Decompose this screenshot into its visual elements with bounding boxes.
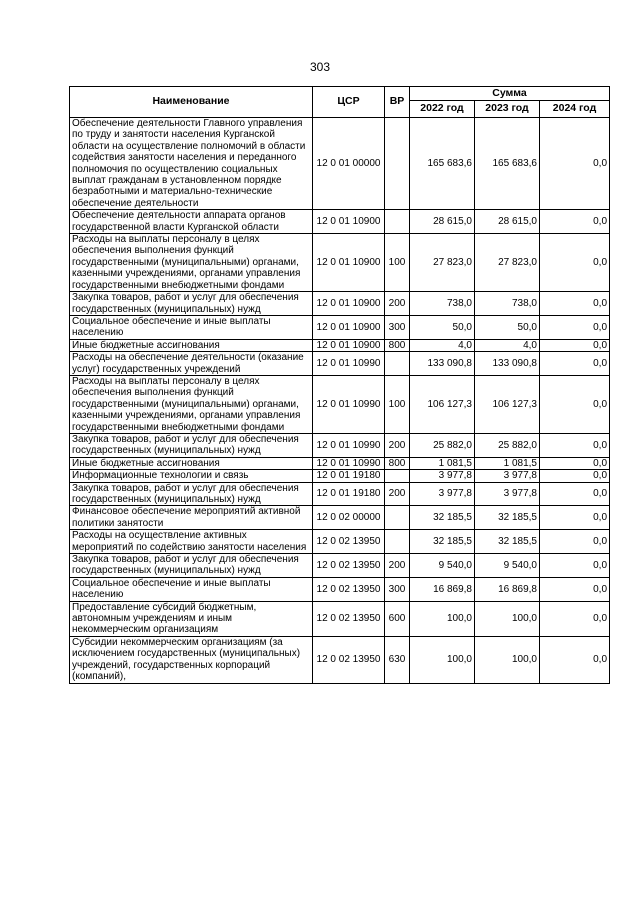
row-sum-2024: 0,0: [540, 636, 610, 683]
row-vr: 200: [385, 292, 410, 316]
row-sum-2022: 9 540,0: [410, 554, 475, 578]
page-number: 303: [309, 60, 331, 74]
row-sum-2023: 3 977,8: [475, 482, 540, 506]
table-row: [70, 554, 610, 578]
header-year-2023: 2023 год: [475, 101, 540, 118]
row-vr: 600: [385, 601, 410, 636]
row-sum-2023: 32 185,5: [475, 506, 540, 530]
row-vr: [385, 352, 410, 376]
row-vr: [385, 470, 410, 482]
row-sum-2023: 27 823,0: [475, 234, 540, 292]
row-sum-2022: 738,0: [410, 292, 475, 316]
row-vr: 100: [385, 375, 410, 433]
row-name: Закупка товаров, работ и услуг для обеспечения государственных (муниципальных) нужд: [70, 292, 313, 316]
row-name: Предоставление субсидий бюджетным, автономным учреждениям и иным некоммерческим организациям: [70, 601, 313, 636]
row-vr: 630: [385, 636, 410, 683]
row-code: 12 0 01 10900: [313, 292, 385, 316]
row-sum-2024: 0,0: [540, 601, 610, 636]
row-sum-2024: 0,0: [540, 554, 610, 578]
row-code: 12 0 02 00000: [313, 506, 385, 530]
row-name: Информационные технологии и связь: [70, 470, 313, 482]
row-code: 12 0 02 13950: [313, 601, 385, 636]
row-name: Обеспечение деятельности Главного управления по труду и занятости населения Курганской области на осуществление полномочий в области содействия занятости населения и переданного полномочия по осуществлению социальных выплат гражданам в установленном порядке безработными и материально-технические обеспечение деятельности: [70, 118, 313, 210]
row-sum-2022: 32 185,5: [410, 530, 475, 554]
row-name: Обеспечение деятельности аппарата органов государственной власти Курганской области: [70, 210, 313, 234]
table-row: [70, 530, 610, 554]
header-sum: Сумма: [410, 87, 610, 101]
row-sum-2024: 0,0: [540, 315, 610, 339]
table-row: [70, 470, 610, 482]
row-code: 12 0 01 10900: [313, 234, 385, 292]
row-sum-2023: 3 977,8: [475, 470, 540, 482]
row-code: 12 0 01 10900: [313, 210, 385, 234]
row-sum-2023: 32 185,5: [475, 530, 540, 554]
row-vr: [385, 118, 410, 210]
table-body: [70, 118, 610, 684]
row-sum-2022: 165 683,6: [410, 118, 475, 210]
row-sum-2024: 0,0: [540, 292, 610, 316]
row-sum-2023: 50,0: [475, 315, 540, 339]
row-sum-2022: 100,0: [410, 636, 475, 683]
row-name: Расходы на выплаты персоналу в целях обеспечения выполнения функций государственными (муниципальными) органами, казенными учреждениями, органами управления государственными внебюджетными фондами: [70, 234, 313, 292]
table-row: [70, 210, 610, 234]
row-sum-2022: 25 882,0: [410, 433, 475, 457]
row-sum-2023: 106 127,3: [475, 375, 540, 433]
row-sum-2022: 32 185,5: [410, 506, 475, 530]
row-name: Социальное обеспечение и иные выплаты населению: [70, 315, 313, 339]
row-sum-2022: 1 081,5: [410, 457, 475, 469]
row-name: Расходы на осуществление активных мероприятий по содействию занятости населения: [70, 530, 313, 554]
row-name: Иные бюджетные ассигнования: [70, 457, 313, 469]
row-sum-2022: 3 977,8: [410, 482, 475, 506]
row-name: Социальное обеспечение и иные выплаты населению: [70, 577, 313, 601]
row-code: 12 0 02 13950: [313, 636, 385, 683]
row-name: Расходы на выплаты персоналу в целях обеспечения выполнения функций государственными (муниципальными) органами, казенными учреждениями, органами управления государственными внебюджетными фондами: [70, 375, 313, 433]
header-year-2024: 2024 год: [540, 101, 610, 118]
row-name: Иные бюджетные ассигнования: [70, 339, 313, 351]
table-row: [70, 292, 610, 316]
table-row: [70, 375, 610, 433]
row-vr: [385, 530, 410, 554]
row-sum-2024: 0,0: [540, 339, 610, 351]
row-code: 12 0 02 13950: [313, 577, 385, 601]
row-sum-2023: 165 683,6: [475, 118, 540, 210]
row-code: 12 0 02 13950: [313, 554, 385, 578]
row-code: 12 0 02 13950: [313, 530, 385, 554]
row-code: 12 0 01 10900: [313, 315, 385, 339]
table-header: [70, 87, 610, 118]
row-sum-2024: 0,0: [540, 457, 610, 469]
row-vr: 800: [385, 339, 410, 351]
table-row: [70, 457, 610, 469]
row-vr: 200: [385, 433, 410, 457]
row-code: 12 0 01 19180: [313, 482, 385, 506]
budget-table: [69, 86, 610, 684]
row-sum-2022: 50,0: [410, 315, 475, 339]
row-sum-2022: 16 869,8: [410, 577, 475, 601]
row-code: 12 0 01 10990: [313, 352, 385, 376]
row-vr: 100: [385, 234, 410, 292]
header-year-2022: 2022 год: [410, 101, 475, 118]
row-sum-2022: 3 977,8: [410, 470, 475, 482]
row-code: 12 0 01 00000: [313, 118, 385, 210]
row-code: 12 0 01 10990: [313, 433, 385, 457]
row-sum-2022: 106 127,3: [410, 375, 475, 433]
row-vr: 300: [385, 577, 410, 601]
row-sum-2024: 0,0: [540, 506, 610, 530]
row-name: Закупка товаров, работ и услуг для обеспечения государственных (муниципальных) нужд: [70, 554, 313, 578]
row-vr: [385, 506, 410, 530]
row-vr: 200: [385, 554, 410, 578]
table-row: [70, 352, 610, 376]
row-sum-2024: 0,0: [540, 470, 610, 482]
table-row: [70, 339, 610, 351]
row-sum-2024: 0,0: [540, 375, 610, 433]
row-code: 12 0 01 10990: [313, 375, 385, 433]
row-name: Расходы на обеспечение деятельности (оказание услуг) государственных учреждений: [70, 352, 313, 376]
header-vr: ВР: [385, 87, 410, 118]
table-row: [70, 506, 610, 530]
row-sum-2022: 4,0: [410, 339, 475, 351]
row-sum-2023: 28 615,0: [475, 210, 540, 234]
table-row: [70, 433, 610, 457]
row-name: Закупка товаров, работ и услуг для обеспечения государственных (муниципальных) нужд: [70, 433, 313, 457]
table-row: [70, 118, 610, 210]
table-row: [70, 234, 610, 292]
row-vr: 300: [385, 315, 410, 339]
row-name: Субсидии некоммерческим организациям (за исключением государственных (муниципальных) учреждений, государственных корпораций (компаний),: [70, 636, 313, 683]
row-code: 12 0 01 10990: [313, 457, 385, 469]
row-vr: 200: [385, 482, 410, 506]
row-code: 12 0 01 19180: [313, 470, 385, 482]
row-sum-2024: 0,0: [540, 530, 610, 554]
row-sum-2023: 1 081,5: [475, 457, 540, 469]
header-code: ЦСР: [313, 87, 385, 118]
row-sum-2024: 0,0: [540, 234, 610, 292]
row-sum-2024: 0,0: [540, 118, 610, 210]
row-name: Финансовое обеспечение мероприятий активной политики занятости: [70, 506, 313, 530]
row-name: Закупка товаров, работ и услуг для обеспечения государственных (муниципальных) нужд: [70, 482, 313, 506]
row-sum-2023: 16 869,8: [475, 577, 540, 601]
table-row: [70, 636, 610, 683]
row-sum-2023: 4,0: [475, 339, 540, 351]
row-sum-2022: 27 823,0: [410, 234, 475, 292]
row-sum-2024: 0,0: [540, 577, 610, 601]
row-sum-2022: 133 090,8: [410, 352, 475, 376]
row-sum-2024: 0,0: [540, 352, 610, 376]
table-row: [70, 482, 610, 506]
row-sum-2022: 100,0: [410, 601, 475, 636]
row-sum-2023: 738,0: [475, 292, 540, 316]
row-sum-2023: 100,0: [475, 601, 540, 636]
table-row: [70, 315, 610, 339]
row-vr: [385, 210, 410, 234]
row-sum-2022: 28 615,0: [410, 210, 475, 234]
row-sum-2023: 133 090,8: [475, 352, 540, 376]
row-sum-2024: 0,0: [540, 210, 610, 234]
row-code: 12 0 01 10900: [313, 339, 385, 351]
row-sum-2023: 25 882,0: [475, 433, 540, 457]
row-sum-2023: 100,0: [475, 636, 540, 683]
header-name: Наименование: [70, 87, 313, 118]
row-sum-2024: 0,0: [540, 433, 610, 457]
row-sum-2023: 9 540,0: [475, 554, 540, 578]
table-row: [70, 577, 610, 601]
row-vr: 800: [385, 457, 410, 469]
row-sum-2024: 0,0: [540, 482, 610, 506]
table-row: [70, 601, 610, 636]
